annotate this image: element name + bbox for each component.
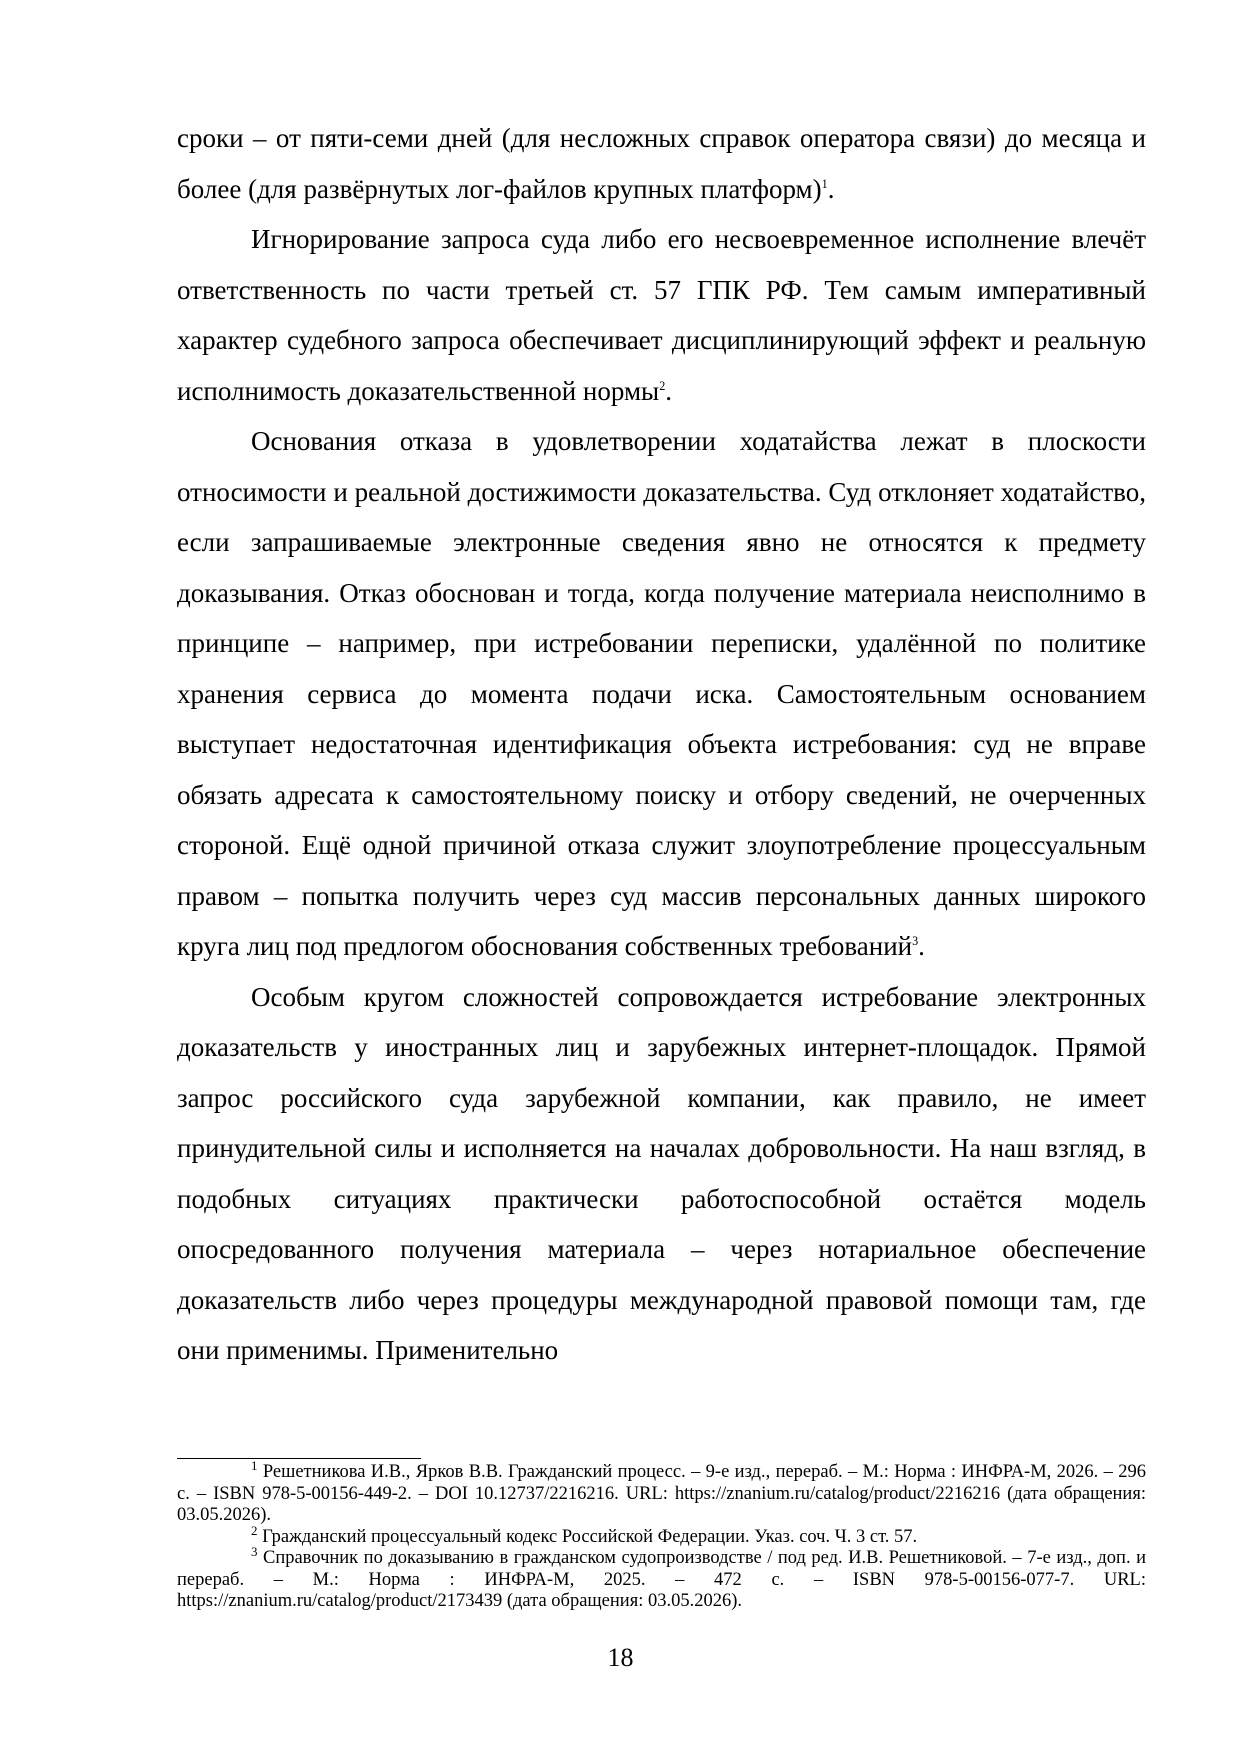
footnote-number: 2	[251, 1522, 258, 1538]
footnote	[177, 1522, 1146, 1549]
footnote-ref: 2	[659, 378, 666, 393]
footnote-text: Решетникова И.В., Ярков В.В. Гражданский процесс. – 9-е изд., перераб. – М.: Норма : ИНФРА-М, 2026. – 296 с. – ISBN 978-5-00156-449-2. – DOI 10.12737/2216216. URL: https://znanium.ru/catalog/product/2216216 (дата обращения: 03.05.2026).	[177, 1462, 1147, 1525]
paragraph-text: Основания отказа в удовлетворении ходатайства лежат в плоскости относимости и реальной достижимости доказательства. Суд отклоняет ходатайство, если запрашиваемые электронные сведения явно не относятся к предмету доказывания. Отказ обоснован и тогда, когда получение материала неисполнимо в принципе – например, при истребовании переписки, удалённой по политике хранения сервиса до момента подачи иска. Самостоятельным основанием выступает недостаточная идентификация объекта истребования: суд не вправе обязать адресата к самостоятельному поиску и отбору сведений, не очерченных стороной. Ещё одной причиной отказа служит злоупотребление процессуальным правом – попытка получить через суд массив персональных данных широкого круга лиц под предлогом обоснования собственных требований	[177, 426, 1146, 961]
paragraph	[177, 214, 1146, 416]
paragraph-tail: .	[827, 173, 835, 204]
paragraph	[177, 416, 1146, 972]
footnote-text: Гражданский процессуальный кодекс Российской Федерации. Указ. соч. Ч. 3 ст. 57.	[262, 1526, 918, 1547]
paragraph-tail: .	[918, 931, 925, 961]
footnote-separator	[177, 1458, 421, 1459]
footnotes	[177, 1457, 1147, 1613]
footnote	[177, 1457, 1147, 1527]
page-number: 18	[607, 1643, 634, 1672]
footnote-number: 3	[251, 1543, 258, 1559]
footnote-ref: 1	[821, 176, 828, 191]
paragraph-text: Игнорирование запроса суда либо его несвоевременное исполнение влечёт ответственность по части третьей ст. 57 ГПК РФ. Тем самым императивный характер судебного запроса обеспечивает дисциплинирующий эффект и реальную исполнимость доказательственной нормы	[177, 224, 1146, 406]
paragraph	[177, 972, 1146, 1376]
paragraph-tail: .	[665, 375, 673, 406]
footnote-ref: 3	[912, 934, 919, 948]
paragraph-text: Особым кругом сложностей сопровождается истребование электронных доказательств у иностранных лиц и зарубежных интернет-площадок. Прямой запрос российского суда зарубежной компании, как правило, не имеет принудительной силы и исполняется на началах добровольности. На наш взгляд, в подобных ситуациях практически работоспособной остаётся модель опосредованного получения материала – через нотариальное обеспечение доказательств либо через процедуры международной правовой помощи там, где они применимы. Применительно	[177, 981, 1146, 1365]
footnote-text: Справочник по доказыванию в гражданском судопроизводстве / под ред. И.В. Решетниковой. – 7-е изд., доп. и перераб. – М.: Норма : ИНФРА-М, 2025. – 472 с. – ISBN 978-5-00156-077-7. URL: https://znanium.ru/catalog/product/2173439 (дата обращения: 03.05.2026).	[177, 1548, 1146, 1611]
paragraph-continuation	[177, 113, 1146, 214]
body-text	[177, 113, 1146, 1376]
paragraph-text: сроки – от пяти-семи дней (для несложных справок оператора связи) до месяца и более (для развёрнутых лог-файлов крупных платформ)	[177, 123, 1146, 204]
footnote-number: 1	[251, 1457, 258, 1473]
footnote	[177, 1543, 1146, 1613]
